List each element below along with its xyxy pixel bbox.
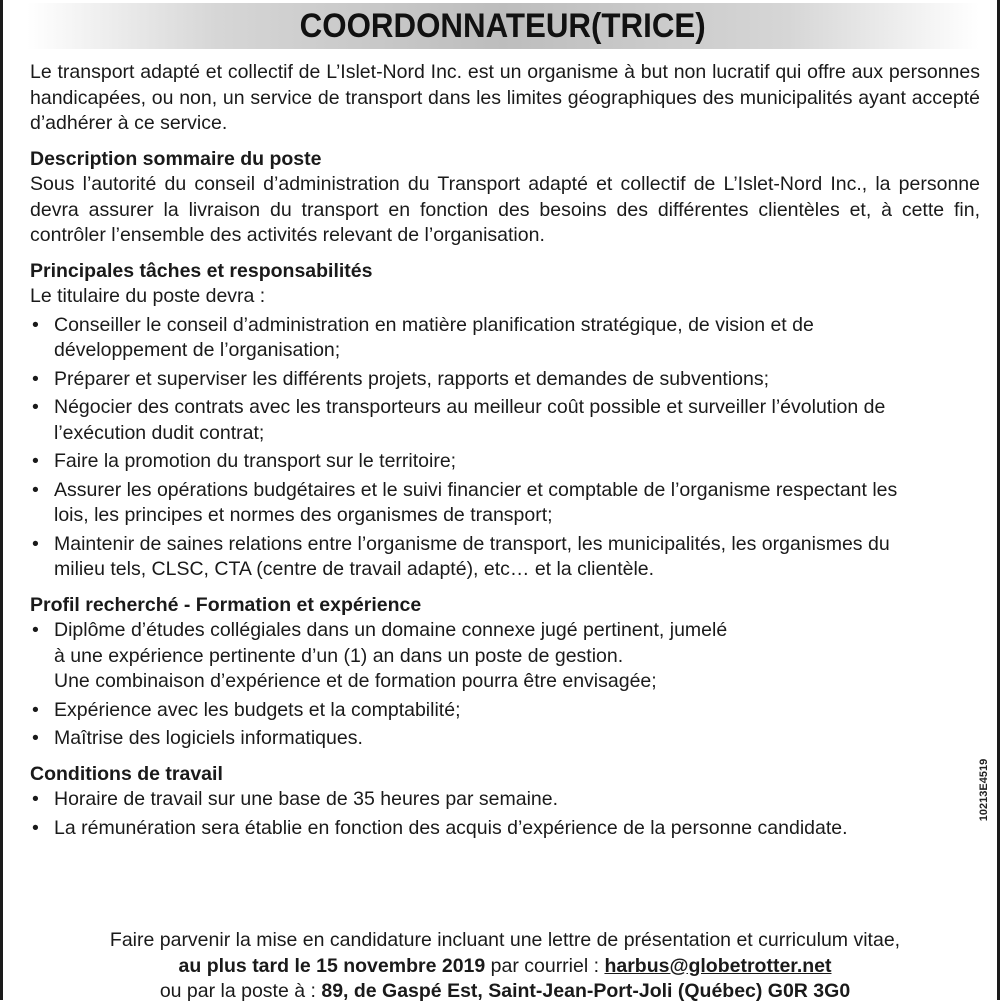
page-title: COORDONNATEUR(TRICE) bbox=[299, 6, 707, 45]
intro-paragraph: Le transport adapté et collectif de L’Islet-Nord Inc. est un organisme à but non lucratif qui offre aux personnes handicapées, ou non, un service de transport dans les limites géographiques des municipalités ayant accepté d’adhérer à ce service. bbox=[30, 61, 980, 134]
list-item: • Maintenir de saines relations entre l’organisme de transport, les municipalités, les organismes du milieu tels, CLSC, CTA (centre de travail adapté), etc… et la clientèle. bbox=[32, 532, 890, 580]
bullet-icon: • bbox=[32, 698, 39, 721]
bullet-icon: • bbox=[32, 619, 39, 641]
profile-heading: Profil recherché - Formation et expérience bbox=[30, 593, 422, 616]
postal-address: 89, de Gaspé Est, Saint-Jean-Port-Joli (Québec) G0R 3G0 bbox=[321, 980, 851, 1002]
tasks-list bbox=[30, 313, 980, 583]
list-item: • Faire la promotion du transport sur le territoire; bbox=[30, 449, 980, 475]
email-link[interactable]: harbus@globetrotter.net bbox=[604, 954, 832, 977]
bullet-icon: • bbox=[32, 367, 39, 390]
profile-section bbox=[30, 593, 980, 752]
ad-reference-code: 10213E4519 bbox=[978, 758, 990, 822]
posting-body bbox=[30, 60, 980, 851]
list-item: • La rémunération sera établie en fonction des acquis d’expérience de la personne candidate. bbox=[30, 816, 980, 842]
list-item: • Diplôme d’études collégiales dans un domaine connexe jugé pertinent, jumelé à une expérience pertinente d’un (1) an dans un poste de gestion. Une combinaison d’expérience et de formation pourra être envisagée; bbox=[32, 619, 728, 692]
tasks-section bbox=[30, 259, 980, 583]
conditions-list bbox=[30, 787, 980, 841]
conditions-heading: Conditions de travail bbox=[30, 762, 223, 785]
bullet-icon: • bbox=[32, 816, 39, 839]
list-item: • Préparer et superviser les différents projets, rapports et demandes de subventions; bbox=[30, 367, 980, 393]
bullet-icon: • bbox=[32, 396, 39, 418]
bullet-icon: • bbox=[32, 313, 39, 336]
footer-line-1: Faire parvenir la mise en candidature incluant une lettre de présentation et curriculum vitae, bbox=[109, 929, 901, 951]
list-item: • Horaire de travail sur une base de 35 heures par semaine. bbox=[30, 787, 980, 813]
deadline: au plus tard le 15 novembre 2019 bbox=[178, 954, 486, 977]
application-instructions bbox=[30, 928, 980, 1005]
description-heading: Description sommaire du poste bbox=[30, 147, 322, 170]
description-section bbox=[30, 147, 980, 249]
conditions-section bbox=[30, 762, 980, 842]
footer-line-3 bbox=[30, 979, 980, 1005]
bullet-icon: • bbox=[32, 450, 39, 472]
list-item: • Assurer les opérations budgétaires et le suivi financier et comptable de l’organisme respectant les lois, les principes et normes des organismes de transport; bbox=[32, 478, 898, 526]
list-item: • Expérience avec les budgets et la comptabilité; bbox=[30, 698, 980, 724]
bullet-icon: • bbox=[32, 532, 39, 555]
list-item: • Conseiller le conseil d’administration en matière planification stratégique, de vision et de développement de l’organisation; bbox=[32, 313, 814, 361]
title-banner bbox=[27, 3, 979, 49]
bullet-icon: • bbox=[32, 478, 39, 501]
bullet-icon: • bbox=[32, 788, 39, 810]
tasks-lead: Le titulaire du poste devra : bbox=[30, 285, 266, 307]
by-email-text: par courriel : bbox=[485, 954, 605, 977]
description-text: Sous l’autorité du conseil d’administration du Transport adapté et collectif de L’Islet-Nord Inc., la personne devra assurer la livraison du transport en fonction des besoins des différentes clientèles et, à cette fin, contrôler l’ensemble des activités relevant de l’organisation. bbox=[30, 173, 980, 246]
profile-list bbox=[30, 618, 980, 752]
footer-line-2 bbox=[30, 954, 980, 980]
bullet-icon: • bbox=[32, 727, 39, 749]
tasks-heading: Principales tâches et responsabilités bbox=[30, 259, 373, 282]
list-item: • Négocier des contrats avec les transporteurs au meilleur coût possible et surveiller l’évolution de l’exécution dudit contrat; bbox=[32, 396, 886, 444]
by-post-text: ou par la poste à : bbox=[159, 980, 322, 1002]
list-item: • Maîtrise des logiciels informatiques. bbox=[30, 726, 980, 752]
